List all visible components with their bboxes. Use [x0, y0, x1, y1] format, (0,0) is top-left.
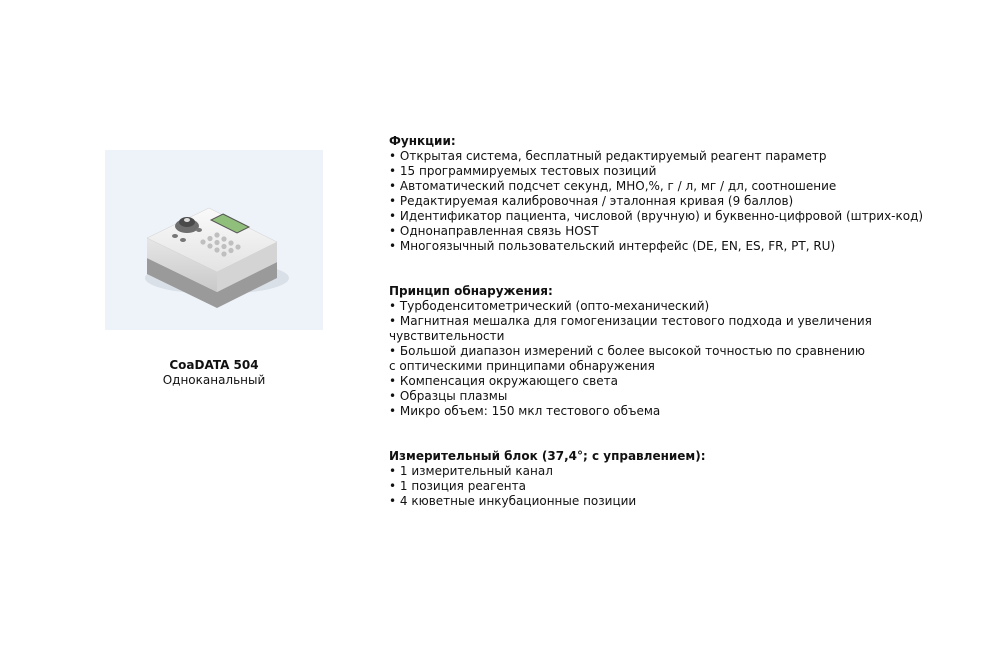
section-measuring-unit [389, 449, 979, 509]
section-functions [389, 134, 979, 254]
section-detection-principle [389, 284, 979, 419]
section-heading: Функции: [389, 134, 456, 148]
analyzer-device-illustration [105, 150, 323, 330]
list-item: • Многоязычный пользовательский интерфейс (DE, EN, ES, FR, PT, RU) [389, 239, 836, 253]
bullet-list [389, 149, 979, 254]
list-item: • Открытая система, бесплатный редактируемый реагент параметр [389, 149, 827, 163]
spec-content [389, 134, 979, 539]
list-item: • Однонаправленная связь HOST [389, 224, 599, 238]
list-item: • 4 кюветные инкубационные позиции [389, 494, 637, 508]
list-item: • Редактируемая калибровочная / эталонная кривая (9 баллов) [389, 194, 794, 208]
list-item: • Микро объем: 150 мкл тестового объема [389, 404, 661, 418]
list-item: • Турбоденситометрический (опто-механический) [389, 299, 710, 313]
bullet-list [389, 464, 979, 509]
product-model: CoaDATA 504 [169, 358, 259, 372]
list-item: • 1 позиция реагента [389, 479, 526, 493]
section-heading: Измерительный блок (37,4°; с управлением): [389, 449, 706, 463]
list-item: • Магнитная мешалка для гомогенизации тестового подхода и увеличения чувствительности [389, 314, 872, 343]
list-item: • Большой диапазон измерений с более высокой точностью по сравнению с оптическими принципами обнаружения [389, 344, 865, 373]
product-subtitle: Одноканальный [162, 373, 266, 387]
product-caption [105, 358, 323, 388]
list-item: • 15 программируемых тестовых позиций [389, 164, 657, 178]
bullet-list [389, 299, 979, 419]
list-item: • 1 измерительный канал [389, 464, 553, 478]
list-item: • Автоматический подсчет секунд, МНО,%, г / л, мг / дл, соотношение [389, 179, 837, 193]
list-item: • Образцы плазмы [389, 389, 508, 403]
section-heading: Принцип обнаружения: [389, 284, 553, 298]
product-image [105, 150, 323, 330]
list-item: • Компенсация окружающего света [389, 374, 618, 388]
list-item: • Идентификатор пациента, числовой (вручную) и буквенно-цифровой (штрих-код) [389, 209, 924, 223]
